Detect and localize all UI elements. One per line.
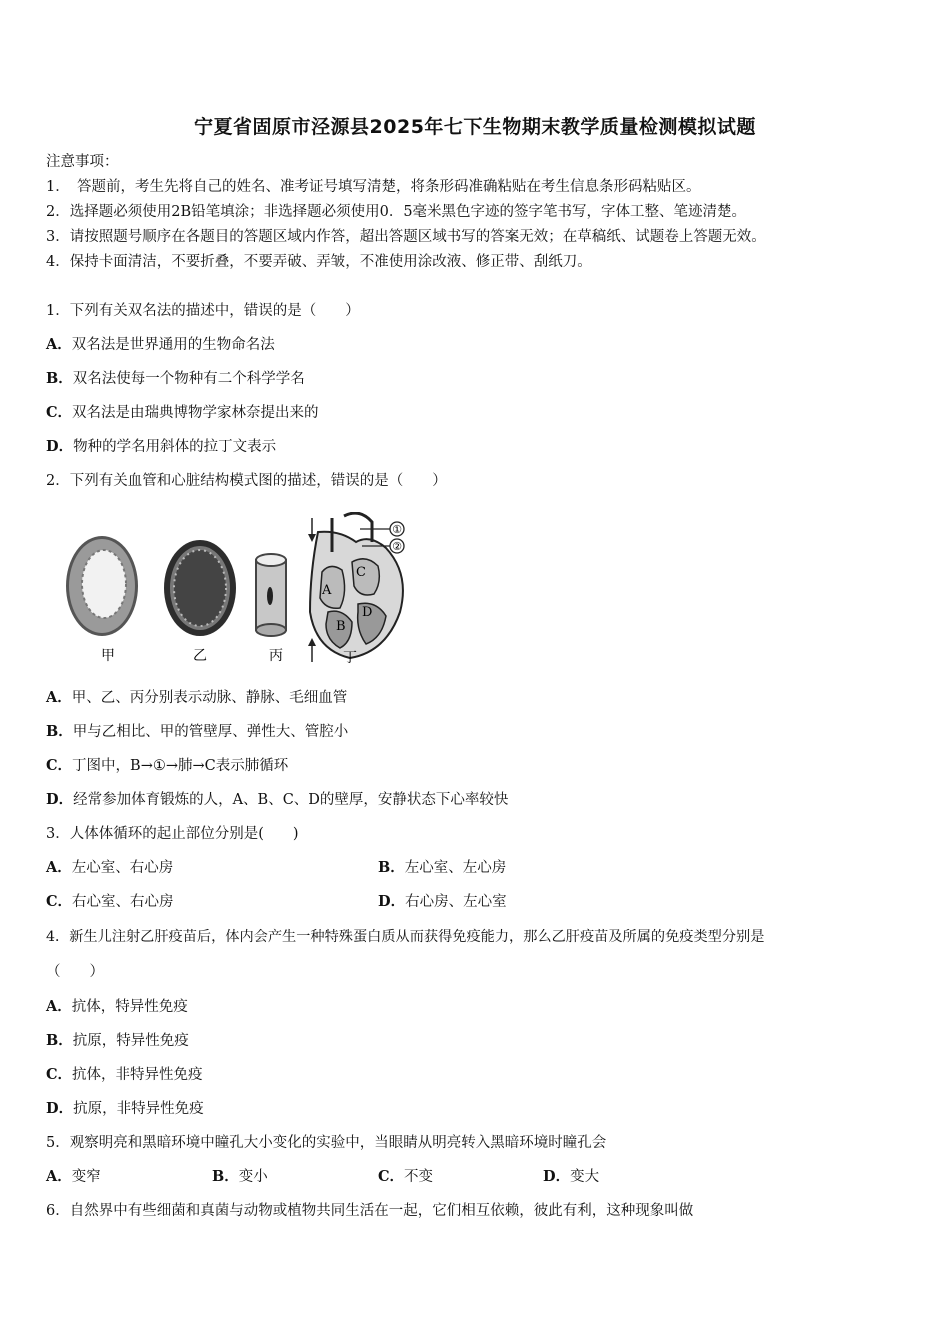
- option-letter: D．: [543, 1168, 571, 1185]
- notice-item: 1． 答题前，考生先将自己的姓名、准考证号填写清楚，将条形码准确粘贴在考生信息条形码粘贴区。: [46, 179, 701, 195]
- heart-label-a: A: [322, 583, 332, 598]
- option-letter: A．: [46, 336, 72, 353]
- question-1-stem: 1．下列有关双名法的描述中，错误的是（ ）: [46, 303, 360, 319]
- heart-illustration: [308, 513, 404, 662]
- q2-option-a: [46, 688, 347, 708]
- option-text: 甲与乙相比、甲的管壁厚、弹性大、管腔小: [72, 724, 349, 740]
- option-letter: B．: [46, 1032, 73, 1049]
- vein-illustration: [164, 540, 236, 636]
- option-letter: A．: [46, 859, 72, 876]
- heart-label-b: B: [336, 619, 346, 634]
- blood-vessel-heart-figure: [60, 512, 420, 664]
- option-letter: D．: [46, 1100, 74, 1117]
- q1-option-d: [46, 437, 276, 457]
- option-text: 抗体，非特异性免疫: [72, 1067, 203, 1083]
- option-text: 抗原，非特异性免疫: [73, 1101, 204, 1117]
- notice-item: 2．选择题必须使用2B铅笔填涂；非选择题必须使用0．5毫米黑色字迹的签字笔书写，字体工整、笔迹清楚。: [46, 204, 747, 220]
- question-4-blank: （ ）: [46, 964, 104, 980]
- option-text: 双名法是由瑞典博物学家林奈提出来的: [72, 405, 319, 421]
- option-letter: C．: [46, 893, 73, 910]
- option-letter: D．: [46, 791, 74, 808]
- option-text: 双名法是世界通用的生物命名法: [71, 337, 275, 353]
- q5-option-d: [543, 1167, 599, 1187]
- q1-option-a: [46, 335, 275, 355]
- q5-option-b: [212, 1167, 268, 1187]
- q4-option-b: [46, 1031, 189, 1051]
- option-text: 物种的学名用斜体的拉丁文表示: [73, 439, 277, 455]
- question-4-stem: 4．新生儿注射乙肝疫苗后，体内会产生一种特殊蛋白质从而获得免疫能力，那么乙肝疫苗及所属的免疫类型分别是: [46, 929, 765, 945]
- notice-item: 4．保持卡面清洁，不要折叠，不要弄破、弄皱，不准使用涂改液、修正带、刮纸刀。: [46, 254, 592, 270]
- heart-label-c: C: [356, 565, 366, 580]
- q5-option-c: [378, 1167, 433, 1187]
- option-text: 不变: [404, 1169, 434, 1185]
- q1-option-b: [46, 369, 305, 389]
- q2-option-d: [46, 790, 508, 810]
- q2-option-c: [46, 756, 288, 776]
- option-text: 变窄: [71, 1169, 101, 1185]
- q4-option-c: [46, 1065, 203, 1085]
- caption-ding: 丁: [343, 650, 357, 664]
- question-6-stem: 6．自然界中有些细菌和真菌与动物或植物共同生活在一起，它们相互依赖，彼此有利，这种现象叫做: [46, 1203, 694, 1219]
- notice-item: 3．请按照题号顺序在各题目的答题区域内作答，超出答题区域书写的答案无效；在草稿纸、试题卷上答题无效。: [46, 229, 766, 245]
- option-letter: D．: [378, 893, 406, 910]
- option-text: 变小: [238, 1169, 268, 1185]
- option-letter: B．: [378, 859, 405, 876]
- option-text: 抗体，特异性免疫: [71, 999, 188, 1015]
- q4-option-d: [46, 1099, 204, 1119]
- capillary-illustration: [256, 554, 286, 636]
- option-letter: A．: [46, 1168, 72, 1185]
- option-letter: D．: [46, 438, 74, 455]
- notice-heading: 注意事项：: [46, 154, 119, 170]
- option-letter: C．: [46, 404, 73, 421]
- option-text: 右心室、右心房: [72, 894, 174, 910]
- q2-option-b: [46, 722, 348, 742]
- page-title: 宁夏省固原市泾源县2025年七下生物期末教学质量检测模拟试题: [194, 116, 756, 138]
- option-text: 左心室、左心房: [404, 860, 507, 876]
- option-letter: C．: [46, 757, 73, 774]
- caption-bing: 丙: [269, 648, 283, 664]
- option-text: 左心室、右心房: [71, 860, 174, 876]
- option-text: 经常参加体育锻炼的人，A、B、C、D的壁厚，安静状态下心率较快: [73, 792, 509, 808]
- option-letter: C．: [378, 1168, 405, 1185]
- option-text: 抗原，特异性免疫: [72, 1033, 189, 1049]
- option-text: 右心房、左心室: [405, 894, 507, 910]
- q3-option-c: [46, 892, 174, 912]
- option-letter: A．: [46, 689, 72, 706]
- q4-option-a: [46, 997, 188, 1017]
- option-text: 甲、乙、丙分别表示动脉、静脉、毛细血管: [71, 690, 348, 706]
- q3-option-b: [378, 858, 506, 878]
- q3-option-a: [46, 858, 173, 878]
- option-text: 双名法使每一个物种有二个科学学名: [72, 371, 305, 387]
- option-letter: C．: [46, 1066, 73, 1083]
- question-2-stem: 2．下列有关血管和心脏结构模式图的描述，错误的是（ ）: [46, 473, 447, 489]
- question-3-stem: 3．人体体循环的起止部位分别是( ): [46, 826, 299, 842]
- option-letter: B．: [46, 723, 73, 740]
- option-letter: B．: [46, 370, 73, 387]
- marker-2: ②: [392, 540, 402, 553]
- q3-option-d: [378, 892, 507, 912]
- q5-option-a: [46, 1167, 101, 1187]
- option-letter: A．: [46, 998, 72, 1015]
- option-text: 丁图中，B→①→肺→C表示肺循环: [72, 758, 289, 774]
- q1-option-c: [46, 403, 319, 423]
- heart-label-d: D: [362, 605, 373, 620]
- artery-illustration: [66, 536, 138, 636]
- marker-1: ①: [392, 523, 402, 536]
- question-5-stem: 5．观察明亮和黑暗环境中瞳孔大小变化的实验中，当眼睛从明亮转入黑暗环境时瞳孔会: [46, 1135, 607, 1151]
- caption-yi: 乙: [193, 648, 207, 664]
- option-text: 变大: [570, 1169, 600, 1185]
- caption-jia: 甲: [101, 648, 115, 664]
- option-letter: B．: [212, 1168, 239, 1185]
